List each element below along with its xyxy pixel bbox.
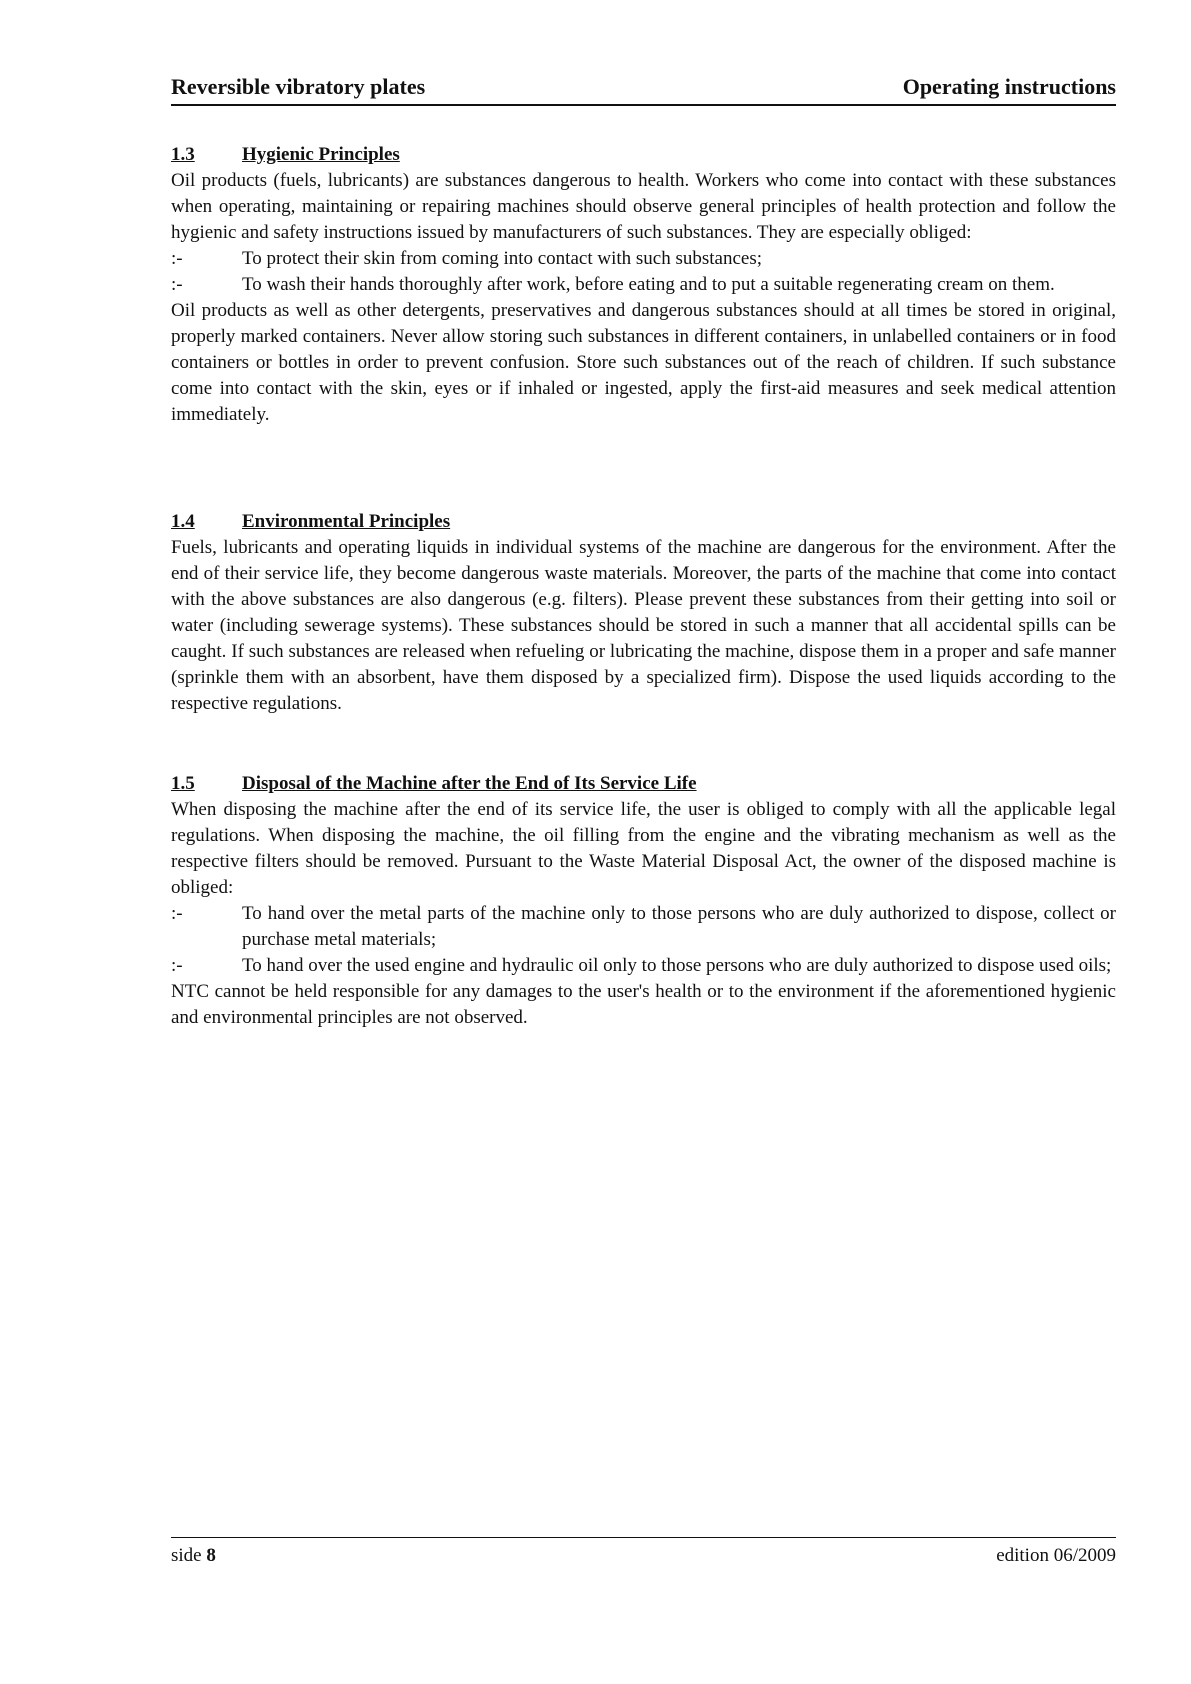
paragraph: NTC cannot be held responsible for any damages to the user's health or to the environment if the aforementioned hygienic and environmental principles are not observed. (171, 981, 1116, 1028)
list-item (171, 901, 1116, 953)
page-number (171, 1545, 216, 1567)
section-title: Environmental Principles (242, 511, 451, 532)
page-number-value: 8 (206, 1545, 216, 1566)
section-heading (171, 509, 1116, 535)
edition: edition 06/2009 (996, 1545, 1116, 1566)
document-type: Operating instructions (902, 74, 1116, 99)
list-marker: :- (171, 274, 183, 295)
list-marker: :- (171, 955, 183, 976)
paragraph: Oil products as well as other detergents, preservatives and dangerous substances should at all times be stored in original, properly marked containers. Never allow storing such substances in different containers, in unlabelled containers or in food containers or bottles in order to prevent confusion. Store such substances out of the reach of children. If such substance come into contact with the skin, eyes or if inhaled or ingested, apply the first-aid measures and seek medical attention immediately. (171, 300, 1116, 425)
list-marker: :- (171, 903, 183, 924)
list-item (171, 953, 1116, 979)
list-item-text: To wash their hands thoroughly after work, before eating and to put a suitable regenerating cream on them. (242, 274, 1055, 295)
section-title: Disposal of the Machine after the End of Its Service Life (242, 773, 697, 794)
list-marker: :- (171, 248, 183, 269)
section-hygienic-principles (171, 142, 1116, 428)
section-heading (171, 771, 1116, 797)
section-disposal (171, 771, 1116, 1031)
side-label: side (171, 1545, 202, 1566)
section-environmental-principles (171, 509, 1116, 717)
list-item (171, 272, 1116, 298)
document-title: Reversible vibratory plates (171, 74, 426, 99)
page-header (171, 74, 1116, 106)
section-title: Hygienic Principles (242, 144, 400, 165)
paragraph: Fuels, lubricants and operating liquids in individual systems of the machine are dangerous for the environment. After the end of their service life, they become dangerous waste materials. Moreover, the parts of the machine that come into contact with the above substances are also dangerous (e.g. filters). Please prevent these substances from their getting into soil or water (including sewerage systems). These substances should be stored in such a manner that all accidental spills can be caught. If such substances are released when refueling or lubricating the machine, dispose them in a proper and safe manner (sprinkle them with an absorbent, have them disposed by a specialized firm). Dispose the used liquids according to the respective regulations. (171, 537, 1116, 714)
section-heading (171, 142, 1116, 168)
paragraph: When disposing the machine after the end of its service life, the user is obliged to comply with all the applicable legal regulations. When disposing the machine, the oil filling from the engine and the vibrating mechanism as well as the respective filters should be removed. Pursuant to the Waste Material Disposal Act, the owner of the disposed machine is obliged: (171, 799, 1116, 898)
list-item-text: To protect their skin from coming into contact with such substances; (242, 248, 763, 269)
section-number: 1.3 (171, 144, 195, 165)
paragraph: Oil products (fuels, lubricants) are substances dangerous to health. Workers who come into contact with these substances when operating, maintaining or repairing machines should observe general principles of health protection and follow the hygienic and safety instructions issued by manufacturers of such substances. They are especially obliged: (171, 170, 1116, 243)
section-number: 1.5 (171, 773, 195, 794)
list-item (171, 246, 1116, 272)
list-item-text: To hand over the used engine and hydraulic oil only to those persons who are duly authorized to dispose used oils; (242, 955, 1112, 976)
page-footer (171, 1537, 1116, 1567)
section-number: 1.4 (171, 511, 195, 532)
list-item-text: To hand over the metal parts of the machine only to those persons who are duly authorized to dispose, collect or purchase metal materials; (242, 903, 1116, 950)
